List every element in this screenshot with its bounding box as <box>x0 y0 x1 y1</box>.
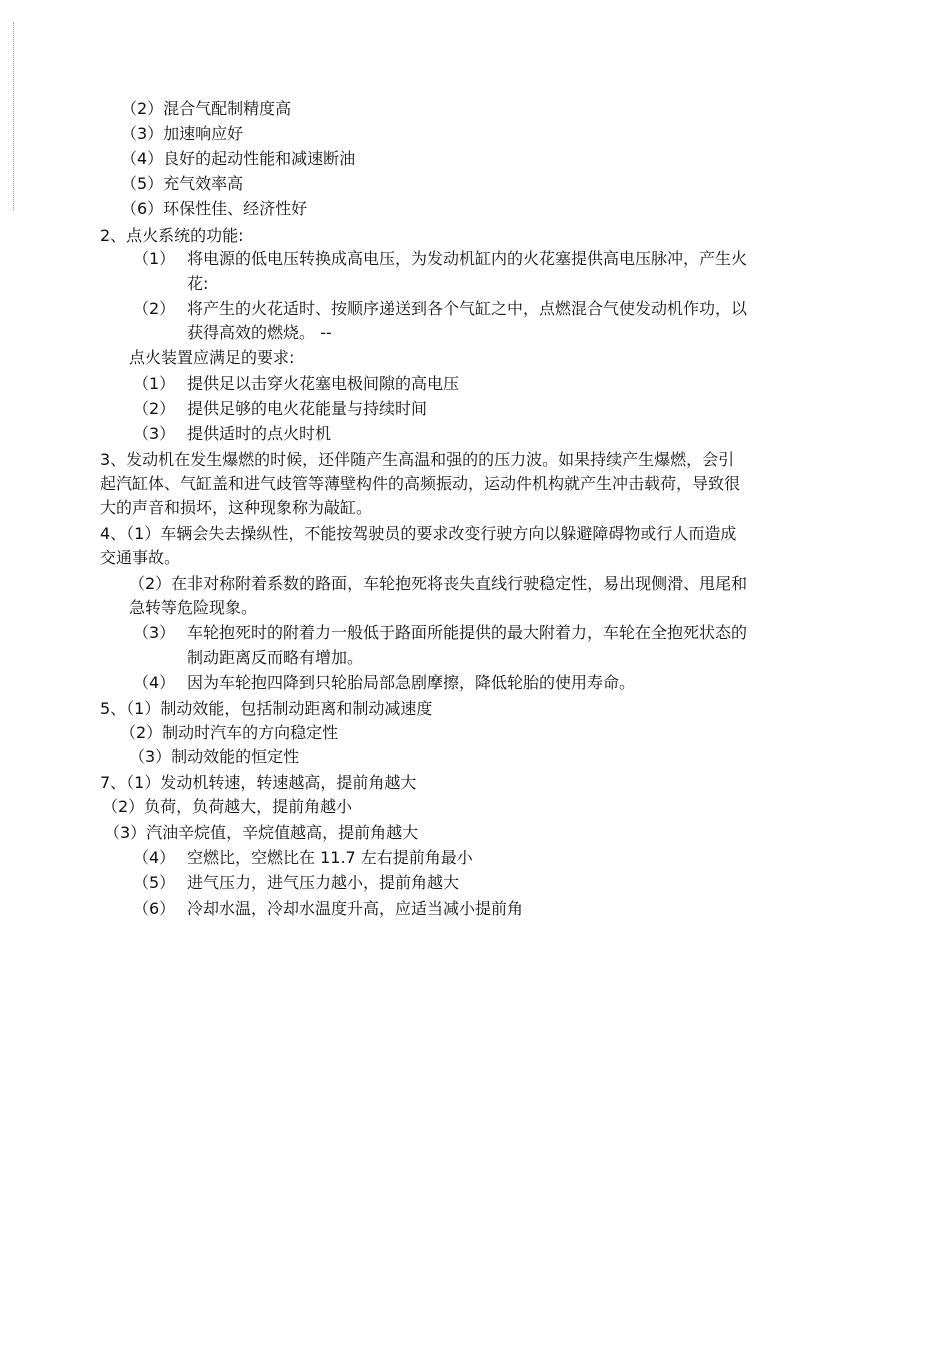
item-number: （5） <box>133 873 176 892</box>
item-number: （3） <box>133 623 176 642</box>
text-line: 车轮抱死时的附着力一般低于路面所能提供的最大附着力，车轮在全抱死状态的 <box>187 623 748 642</box>
text-line: 急转等危险现象。 <box>129 598 258 617</box>
text-line: 起汽缸体、气缸盖和进气歧管等薄壁构件的高频振动，运动件机构就产生冲击载荷，导致很 <box>100 474 741 493</box>
text-line: 花: <box>187 274 209 293</box>
text-line: 进气压力，进气压力越小，提前角越大 <box>187 873 460 892</box>
text-line: （5）充气效率高 <box>121 174 244 193</box>
text-line: 提供足够的电火花能量与持续时间 <box>187 399 428 418</box>
text-line: （3）汽油辛烷值，辛烷值越高，提前角越大 <box>104 823 419 842</box>
text-line: 提供适时的点火时机 <box>187 424 332 443</box>
text-line: 交通事故。 <box>100 548 181 567</box>
section-heading: 2、点火系统的功能: <box>100 226 244 245</box>
item-number: （4） <box>133 673 176 692</box>
text-line: （2）在非对称附着系数的路面，车轮抱死将丧失直线行驶稳定性，易出现侧滑、甩尾和 <box>129 574 748 593</box>
section-paragraph: 7、（1）发动机转速，转速越高，提前角越大 <box>100 773 417 792</box>
section-paragraph: 5、（1）制动效能，包括制动距离和制动减速度 <box>100 699 433 718</box>
section-paragraph: 4、（1）车辆会失去操纵性，不能按驾驶员的要求改变行驶方向以躲避障碍物或行人而造成 <box>100 524 737 543</box>
text-line: 将产生的火花适时、按顺序递送到各个气缸之中，点燃混合气使发动机作功，以 <box>187 299 748 318</box>
item-number: （3） <box>133 424 176 443</box>
subheading: 点火装置应满足的要求: <box>129 348 295 367</box>
item-number: （4） <box>133 848 176 867</box>
margin-rule <box>13 22 14 210</box>
text-line: 制动距离反而略有增加。 <box>187 648 364 667</box>
text-line: 大的声音和损坏，这种现象称为敲缸。 <box>100 498 373 517</box>
item-number: （2） <box>133 299 176 318</box>
text-line: （2）混合气配制精度高 <box>121 99 292 118</box>
item-number: （1） <box>133 374 176 393</box>
text-line: （2）制动时汽车的方向稳定性 <box>120 723 339 742</box>
text-line: 将电源的低电压转换成高电压，为发动机缸内的火花塞提供高电压脉冲，产生火 <box>187 249 748 268</box>
text-line: 提供足以击穿火花塞电极间隙的高电压 <box>187 374 460 393</box>
text-line: （4）良好的起动性能和减速断油 <box>121 149 356 168</box>
item-number: （2） <box>133 399 176 418</box>
text-line: （3）加速响应好 <box>121 124 244 143</box>
item-number: （1） <box>133 249 176 268</box>
text-line: 因为车轮抱四降到只轮胎局部急剧摩擦，降低轮胎的使用寿命。 <box>187 673 636 692</box>
section-paragraph: 3、发动机在发生爆燃的时候，还伴随产生高温和强的的压力波。如果持续产生爆燃，会引 <box>100 450 735 469</box>
text-line: （6）环保性佳、经济性好 <box>121 199 308 218</box>
item-number: （6） <box>133 899 176 918</box>
text-line: 冷却水温，冷却水温度升高，应适当减小提前角 <box>187 899 524 918</box>
text-line: 获得高效的燃烧。 -- <box>187 323 332 342</box>
text-line: （2）负荷，负荷越大，提前角越小 <box>102 797 353 816</box>
text-line: 空燃比，空燃比在 11.7 左右提前角最小 <box>187 848 473 867</box>
text-line: （3）制动效能的恒定性 <box>129 747 300 766</box>
